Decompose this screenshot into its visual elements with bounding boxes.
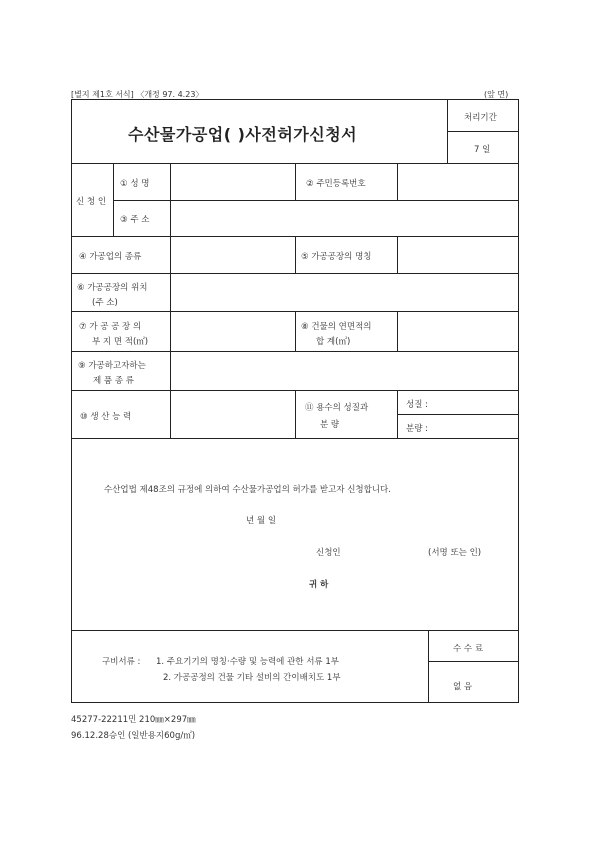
factory-location-label: ⑥ 가공공장의 위치 xyxy=(77,283,148,293)
rule-mid-col-d xyxy=(295,390,296,438)
processing-period-value: 7 일 xyxy=(474,145,491,155)
site-area-sublabel: 부 지 면 적(㎡) xyxy=(92,337,149,347)
form-number: [별지 제1호 서식] 〈개정 97. 4.23〉 xyxy=(71,90,204,99)
address-label: ③ 주 소 xyxy=(120,215,150,225)
rule-label-col-2a xyxy=(397,163,398,200)
water-sublabel: 분 량 xyxy=(320,420,340,430)
form-title: 수산물가공업( )사전허가신청서 xyxy=(128,125,358,144)
id-number-field[interactable] xyxy=(399,165,517,198)
id-number-label: ② 주민등록번호 xyxy=(306,179,366,189)
fee-label: 수 수 료 xyxy=(453,644,484,654)
products-field[interactable] xyxy=(172,353,517,388)
rule-mid-col-b xyxy=(295,236,296,273)
site-area-label: ⑦ 가 공 공 장 의 xyxy=(79,322,142,332)
attachments-label: 구비서류 : xyxy=(102,657,141,667)
name-field[interactable] xyxy=(172,165,293,198)
applicant-sign-label: 신청인 xyxy=(316,548,341,558)
business-type-field[interactable] xyxy=(172,238,293,271)
factory-location-field[interactable] xyxy=(172,275,517,309)
form-code: 45277-22211민 210㎜×297㎜ xyxy=(71,715,196,725)
products-sublabel: 제 품 종 류 xyxy=(93,376,134,386)
name-label: ① 성 명 xyxy=(120,179,150,189)
rule-fee-col xyxy=(428,630,429,703)
rule-title-divider xyxy=(447,99,448,163)
page-side-label: (앞 면) xyxy=(484,90,509,99)
rule-fee-split xyxy=(428,661,519,662)
attachment-item-1: 1. 주요기기의 명칭·수량 및 능력에 관한 서류 1부 xyxy=(156,657,339,667)
rule-applicant-group xyxy=(113,163,114,236)
factory-location-sublabel: (주 소) xyxy=(92,298,118,308)
rule-mid-col-c xyxy=(295,311,296,351)
water-label: ⑪ 용수의 성질과 xyxy=(305,403,369,413)
rule-area-row xyxy=(71,351,519,352)
address-field[interactable] xyxy=(172,202,517,234)
rule-business-row xyxy=(71,273,519,274)
rule-capacity-row xyxy=(71,438,519,439)
floor-area-field[interactable] xyxy=(399,313,517,349)
signature-note: (서명 또는 인) xyxy=(428,548,482,558)
addressee: 귀 하 xyxy=(309,580,329,590)
water-quality-field[interactable] xyxy=(436,392,517,412)
factory-name-field[interactable] xyxy=(399,238,517,271)
attachment-item-2: 2. 가공공정의 건물 기타 설비의 간이배치도 1부 xyxy=(163,673,341,683)
water-quality-label: 성질 : xyxy=(406,400,428,410)
floor-area-sublabel: 합 계(㎡) xyxy=(316,337,351,347)
approval-note: 96.12.28승인 (일반용지60g/㎡) xyxy=(71,731,196,741)
floor-area-label: ⑧ 건물의 연면적의 xyxy=(301,322,372,332)
rule-name-row xyxy=(113,200,519,201)
rule-mid-col-a xyxy=(295,163,296,200)
capacity-label: ⑩ 생 산 능 력 xyxy=(80,412,132,422)
fee-value: 없 음 xyxy=(453,682,473,692)
application-statement: 수산업법 제48조의 규정에 의하여 수산물가공업의 허가를 받고자 신청합니다. xyxy=(104,485,391,495)
rule-label-col xyxy=(170,163,171,438)
processing-period-label: 처리기간 xyxy=(464,113,497,123)
site-area-field[interactable] xyxy=(172,313,293,349)
application-date: 년 월 일 xyxy=(246,516,277,526)
factory-name-label: ⑤ 가공공장의 명칭 xyxy=(301,252,372,262)
applicant-group-label: 신 청 인 xyxy=(76,197,107,207)
capacity-field[interactable] xyxy=(172,392,293,436)
rule-label-col-2c xyxy=(397,311,398,351)
rule-processing-split xyxy=(447,131,519,132)
business-type-label: ④ 가공업의 종류 xyxy=(79,252,142,262)
rule-label-col-2b xyxy=(397,236,398,273)
rule-water-split xyxy=(397,414,519,415)
rule-label-col-2d xyxy=(397,390,398,438)
water-quantity-field[interactable] xyxy=(436,416,517,436)
products-label: ⑨ 가공하고자하는 xyxy=(78,361,146,371)
water-quantity-label: 분량 : xyxy=(406,424,428,434)
rule-statement-bottom xyxy=(71,630,519,631)
